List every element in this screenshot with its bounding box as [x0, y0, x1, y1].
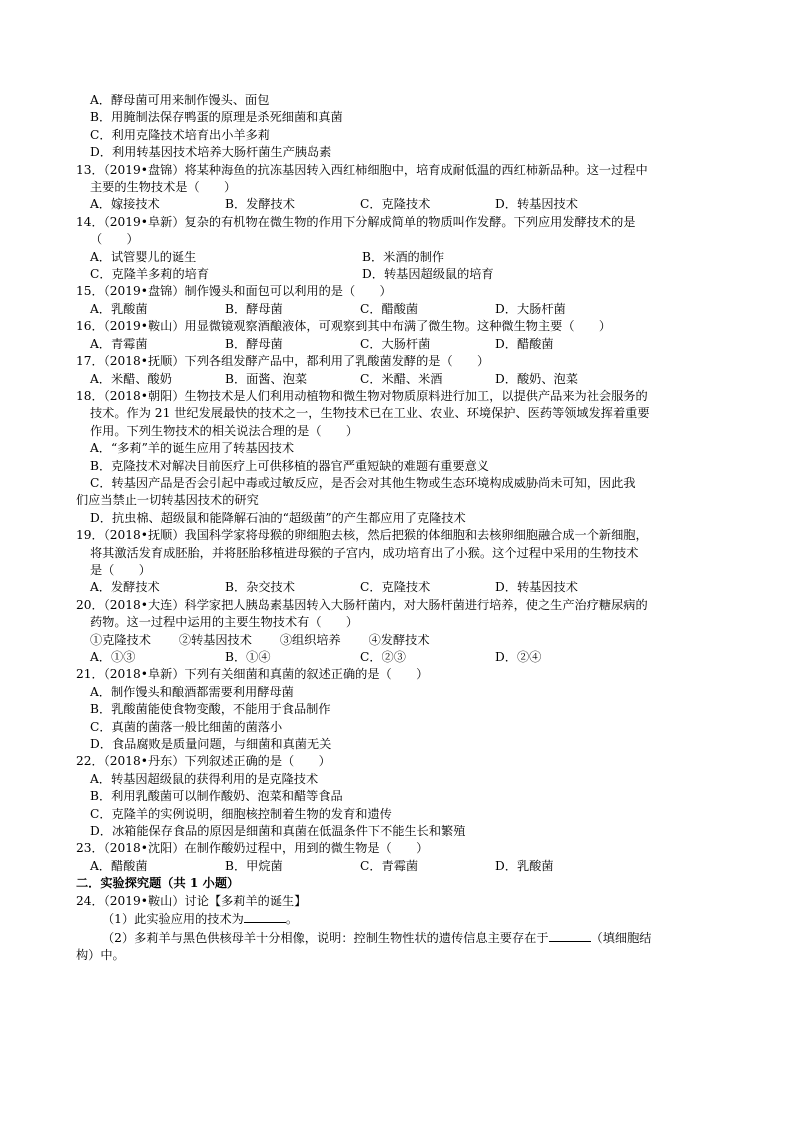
item-4: ④发酵技术 — [368, 632, 430, 647]
question-12-options — [76, 92, 726, 162]
answer-blank[interactable] — [244, 910, 286, 923]
option-b: B．杂交技术 — [225, 580, 295, 595]
option-d: D．食品腐败是质量问题，与细菌和真菌无关 — [90, 737, 332, 752]
option-c: C．醋酸菌 — [360, 301, 419, 316]
question-stem: 19．（2018•抚顺）我国科学家将母猴的卵细胞去核，然后把猴的体细胞和去核卵细胞融合成一个新细胞， — [76, 528, 648, 543]
question-14 — [76, 214, 726, 284]
question-stem: 18．（2018•朝阳）生物技术是人们利用动植物和微生物对物质原料进行加工，以提供产品来为社会服务的 — [76, 388, 648, 403]
question-stem: 17．（2018•抚顺）下列各组发酵产品中，都利用了乳酸菌发酵的是（ ） — [76, 354, 490, 369]
options-row — [76, 649, 726, 666]
question-stem-cont: 是（ ） — [90, 562, 151, 577]
options-row — [76, 301, 726, 318]
question-stem: 13．（2019•盘锦）将某种海鱼的抗冻基因转入西红柿细胞中，培育成耐低温的西红柿新品种。这一过程中 — [76, 162, 648, 177]
options-row — [76, 858, 726, 875]
options-row — [76, 579, 726, 596]
sub-question-1 — [76, 910, 726, 928]
option-a: A．发酵技术 — [90, 580, 160, 595]
option-b: B．酵母菌 — [225, 301, 283, 316]
option-c: C．真菌的菌落一般比细菌的菌落小 — [90, 719, 283, 734]
option-b: B．甲烷菌 — [225, 858, 283, 873]
question-23 — [76, 840, 726, 875]
option-b: B．酵母菌 — [225, 336, 283, 351]
option-d: D．转基因超级鼠的培育 — [362, 267, 494, 282]
question-stem: 24．（2019•鞍山）讨论【多莉羊的诞生】 — [76, 893, 307, 908]
question-stem: 16．（2019•鞍山）用显微镜观察酒酿液体，可观察到其中布满了微生物。这种微生物主要（ ） — [76, 319, 612, 334]
option-b: B．发酵技术 — [225, 197, 295, 212]
options-row — [76, 196, 726, 213]
option-c: C．克隆技术 — [360, 197, 431, 212]
options-row — [76, 249, 726, 266]
question-24 — [76, 893, 726, 965]
option-c: C．转基因产品是否会引起中毒或过敏反应，是否会对其他生物或生态环境构成威胁尚未可知，因此我 — [90, 475, 636, 490]
option-c: C．大肠杆菌 — [360, 336, 431, 351]
option-b: B．用腌制法保存鸭蛋的原理是杀死细菌和真菌 — [90, 110, 343, 125]
option-a: A．米醋、酸奶 — [90, 371, 172, 386]
option-a: A．转基因超级鼠的获得利用的是克隆技术 — [90, 771, 319, 786]
option-c: C．克隆羊多莉的培育 — [90, 267, 210, 282]
option-c: C．克隆羊的实例说明，细胞核控制着生物的发育和遗传 — [90, 806, 392, 821]
option-a: A．醋酸菌 — [90, 858, 148, 873]
option-b: B．米酒的制作 — [362, 249, 445, 264]
document-page — [76, 92, 726, 964]
question-stem: 21．（2018•阜新）下列有关细菌和真菌的叙述正确的是（ ） — [76, 667, 429, 682]
option-a: A．酵母菌可用来制作馒头、面包 — [90, 93, 270, 107]
option-d: D．转基因技术 — [495, 197, 578, 212]
option-b: B．乳酸菌能使食物变酸，不能用于食品制作 — [90, 702, 331, 717]
option-a: A．①③ — [90, 650, 136, 664]
option-a: A．试管婴儿的诞生 — [90, 249, 197, 264]
option-d: D．醋酸菌 — [495, 336, 554, 351]
option-d: D．大肠杆菌 — [495, 301, 566, 316]
question-21 — [76, 666, 726, 753]
option-d: D．②④ — [495, 650, 542, 664]
item-1: ①克隆技术 — [90, 632, 151, 647]
question-stem-cont: 作用。下列生物技术的相关说法合理的是（ ） — [90, 423, 359, 438]
option-b: B．面酱、泡菜 — [225, 371, 308, 386]
option-b: B．①④ — [225, 650, 271, 664]
item-2: ②转基因技术 — [178, 632, 252, 647]
option-c: C．②③ — [360, 650, 406, 664]
option-d: D．乳酸菌 — [495, 858, 554, 873]
question-15 — [76, 283, 726, 318]
question-stem: 14．（2019•阜新）复杂的有机物在微生物的作用下分解成简单的物质叫作发酵。下列应用发酵技术的是 — [76, 214, 636, 229]
question-stem-cont: 药物。这一过程中运用的主要生物技术有（ ） — [90, 615, 359, 630]
item-3: ③组织培养 — [279, 632, 341, 647]
section-heading: 二．实验探究题（共 1 小题） — [76, 876, 240, 891]
sub-question-text: （1）此实验应用的技术为 — [102, 912, 244, 927]
sub-question-text: （2）多莉羊与黑色供核母羊十分相像，说明：控制生物性状的遗传信息主要存在于 — [102, 930, 549, 945]
option-c: C．米醋、米酒 — [360, 371, 443, 386]
question-20 — [76, 597, 726, 667]
option-d: D．冰箱能保存食品的原因是细菌和真菌在低温条件下不能生长和繁殖 — [90, 824, 466, 839]
question-17 — [76, 353, 726, 388]
option-b: B．克隆技术对解决目前医疗上可供移植的器官严重短缺的难题有重要意义 — [90, 458, 489, 473]
option-d: D．抗虫棉、超级鼠和能降解石油的“超级菌”的产生都应用了克隆技术 — [90, 510, 466, 525]
question-stem-cont: 技术。作为 21 世纪发展最快的技术之一，生物技术已在工业、农业、环境保护、医药等领域发挥着重要 — [90, 406, 650, 421]
sub-question-2-cont: 构）中。 — [76, 947, 125, 962]
question-16 — [76, 318, 726, 353]
option-b: B．利用乳酸菌可以制作酸奶、泡菜和醋等食品 — [90, 789, 343, 804]
question-22 — [76, 753, 726, 840]
question-stem: 23．（2018•沈阳）在制作酸奶过程中，用到的微生物是（ ） — [76, 841, 429, 856]
sub-question-2 — [76, 929, 726, 947]
option-a: A．“多莉”羊的诞生应用了转基因技术 — [90, 441, 295, 456]
option-d: D．利用转基因技术培养大肠杆菌生产胰岛素 — [90, 145, 332, 160]
options-row — [76, 336, 726, 353]
question-stem: 15．（2019•盘锦）制作馒头和面包可以利用的是（ ） — [76, 284, 392, 299]
option-c-cont: 们应当禁止一切转基因技术的研究 — [76, 493, 259, 508]
numbered-items — [76, 632, 726, 649]
option-a: A．青霉菌 — [90, 336, 148, 351]
option-a: A．制作馒头和酿酒都需要利用酵母菌 — [90, 684, 294, 699]
options-row — [76, 266, 726, 283]
sub-question-text: 。 — [285, 912, 299, 927]
question-18 — [76, 388, 726, 527]
question-19 — [76, 527, 726, 597]
answer-blank[interactable] — [549, 929, 591, 942]
question-13 — [76, 162, 726, 214]
options-row — [76, 371, 726, 388]
question-stem-cont: （ ） — [90, 232, 139, 247]
option-d: D．转基因技术 — [495, 580, 578, 595]
option-c: C．青霉菌 — [360, 858, 419, 873]
option-a: A．乳酸菌 — [90, 301, 148, 316]
sub-question-text: （填细胞结 — [590, 930, 652, 945]
option-c: C．利用克隆技术培育出小羊多莉 — [90, 127, 270, 142]
question-stem: 22．（2018•丹东）下列叙述正确的是（ ） — [76, 754, 331, 769]
option-a: A．嫁接技术 — [90, 197, 160, 212]
question-stem-cont: 主要的生物技术是（ ） — [90, 180, 237, 195]
question-stem: 20．（2018•大连）科学家把人胰岛素基因转入大肠杆菌内，对大肠杆菌进行培养，使之生产治疗糖尿病的 — [76, 597, 648, 612]
question-stem-cont: 将其激活发育成胚胎，并将胚胎移植进母猴的子宫内，成功培育出了小猴。这个过程中采用的生物技术 — [90, 545, 639, 560]
option-c: C．克隆技术 — [360, 580, 431, 595]
option-d: D．酸奶、泡菜 — [495, 371, 578, 386]
